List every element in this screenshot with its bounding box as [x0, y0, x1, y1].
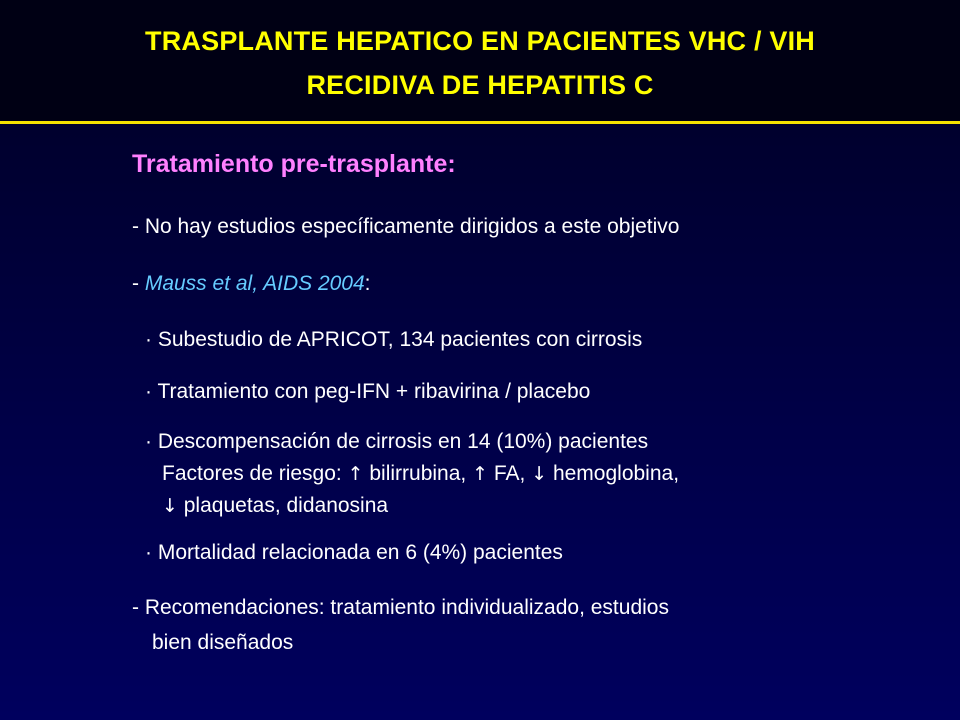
header-divider: [0, 121, 960, 124]
arrow-up-icon: ↑: [347, 463, 364, 485]
bullet-mortalidad: · Mortalidad relacionada en 6 (4%) pacientes: [145, 541, 563, 564]
text-line-no-studies: - No hay estudios específicamente dirigidos a este objetivo: [132, 215, 680, 238]
bullet-tratamiento: · Tratamiento con peg-IFN + ribavirina / placebo: [145, 380, 591, 403]
slide-subtitle: RECIDIVA DE HEPATITIS C: [306, 70, 654, 100]
text-line-reference: [132, 272, 371, 296]
reference-suffix: :: [364, 272, 371, 295]
risk-bilirrubina: bilirrubina,: [363, 462, 473, 485]
reference-citation: Mauss et al, AIDS 2004: [144, 272, 365, 295]
risk-plaquetas: plaquetas, didanosina: [177, 494, 389, 517]
slide-title: TRASPLANTE HEPATICO EN PACIENTES VHC / VIH: [145, 26, 815, 56]
risk-factors-line-2: [162, 494, 388, 518]
risk-factors-label: Factores de riesgo:: [162, 462, 348, 485]
section-title: Tratamiento pre-trasplante:: [132, 150, 456, 178]
bullet-subestudio: · Subestudio de APRICOT, 134 pacientes con cirrosis: [145, 328, 643, 351]
arrow-up-icon: ↑: [472, 463, 488, 485]
arrow-down-icon: ↓: [531, 463, 548, 485]
risk-hemoglobina: hemoglobina,: [547, 462, 680, 485]
risk-fa: FA,: [488, 462, 532, 485]
arrow-down-icon: ↓: [162, 495, 178, 517]
text-line-recomendaciones: - Recomendaciones: tratamiento individualizado, estudios: [132, 596, 669, 619]
bullet-descompensacion: · Descompensación de cirrosis en 14 (10%) pacientes: [145, 430, 649, 453]
reference-prefix: -: [132, 272, 145, 295]
header-band: [0, 0, 960, 121]
text-line-recomendaciones-cont: bien diseñados: [152, 631, 294, 654]
risk-factors-line: [162, 462, 679, 486]
